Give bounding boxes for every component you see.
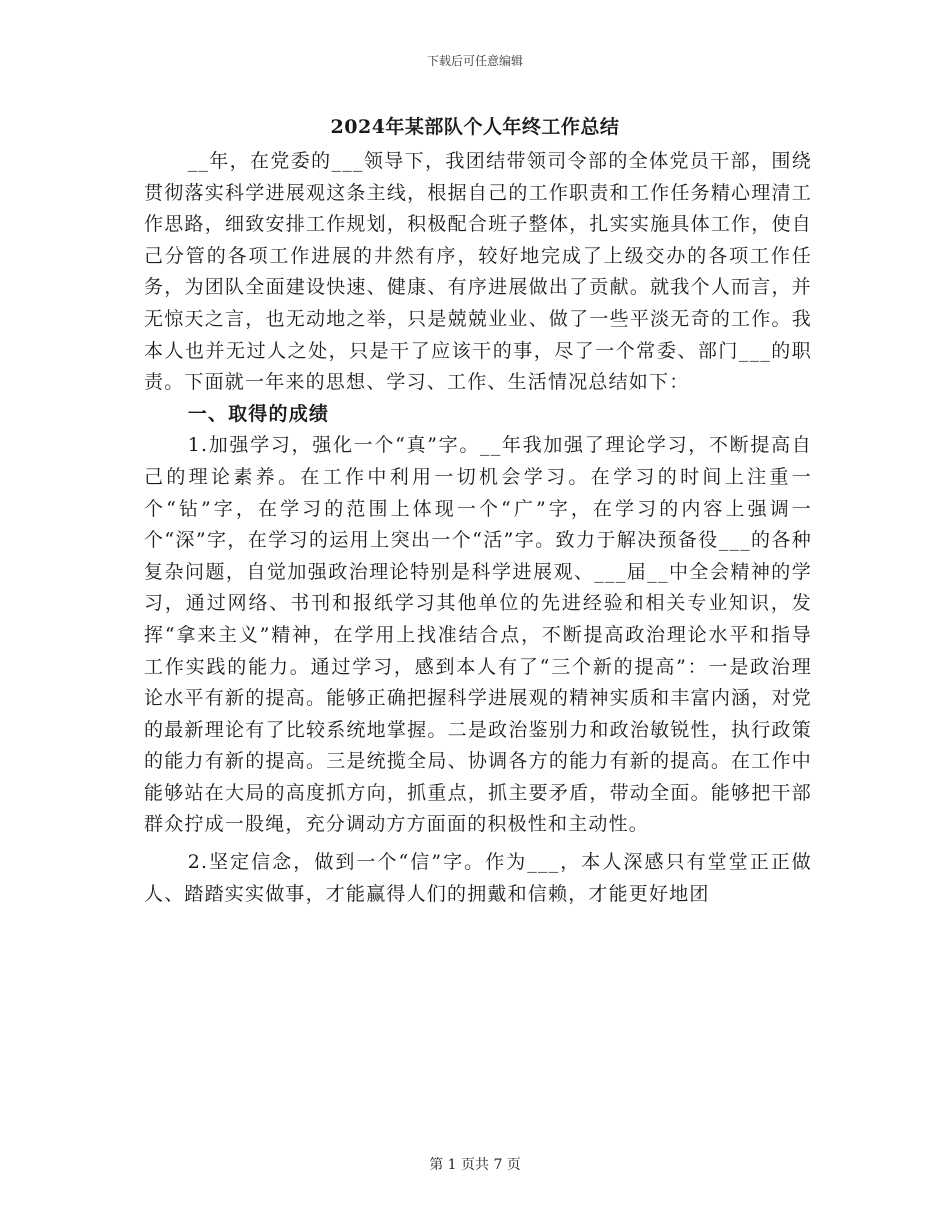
point-1-paragraph: 1.加强学习，强化一个“真”字。__年我加强了理论学习，不断提高自己的理论素养。在工作中利用一切机会学习。在学习的时间上注重一个“钻”字，在学习的范围上体现一个“广”字，在学习的内容上强调一个“深”字，在学习的运用上突出一个“活”字。致力于解决预备役___的各种复杂问题，自觉加强政治理论特别是科学进展观、___届__中全会精神的学习，通过网络、书刊和报纸学习其他单位的先进经验和相关专业知识，发挥“拿来主义”精神，在学用上找准结合点，不断提高政治理论水平和指导工作实践的能力。通过学习，感到本人有了“三个新的提高”：一是政治理论水平有新的提高。能够正确把握科学进展观的精神实质和丰富内涵，对党的最新理论有了比较系统地掌握。二是政治鉴别力和政治敏锐性，执行政策的能力有新的提高。三是统揽全局、协调各方的能力有新的提高。在工作中能够站在大局的高度抓方向，抓重点，抓主要矛盾，带动全面。能够把干部群众拧成一股绳，充分调动方方面面的积极性和主动性。	[144, 434, 812, 836]
point-2-paragraph: 2.坚定信念，做到一个“信”字。作为___，本人深感只有堂堂正正做人、踏踏实实做事，才能赢得人们的拥戴和信赖，才能更好地团	[144, 851, 812, 905]
intro-paragraph: __年，在党委的___领导下，我团结带领司令部的全体党员干部，围绕贯彻落实科学进展观这条主线，根据自己的工作职责和工作任务精心理清工作思路，细致安排工作规划，积极配合班子整体，扎实实施具体工作，使自己分管的各项工作进展的井然有序，较好地完成了上级交办的各项工作任务，为团队全面建设快速、健康、有序进展做出了贡献。就我个人而言，并无惊天之言，也无动地之举，只是兢兢业业、做了一些平淡无奇的工作。我本人也并无过人之处，只是干了应该干的事，尽了一个常委、部门___的职责。下面就一年来的思想、学习、工作、生活情况总结如下：	[144, 150, 812, 394]
download-editable-note: 下载后可任意编辑	[426, 54, 523, 68]
document-body	[144, 146, 812, 910]
section-heading-achievements: 一、取得的成绩	[187, 402, 330, 425]
page-number-footer: 第 1 页共 7 页	[429, 1157, 521, 1173]
document-title: 2024年某部队个人年终工作总结	[330, 116, 620, 138]
